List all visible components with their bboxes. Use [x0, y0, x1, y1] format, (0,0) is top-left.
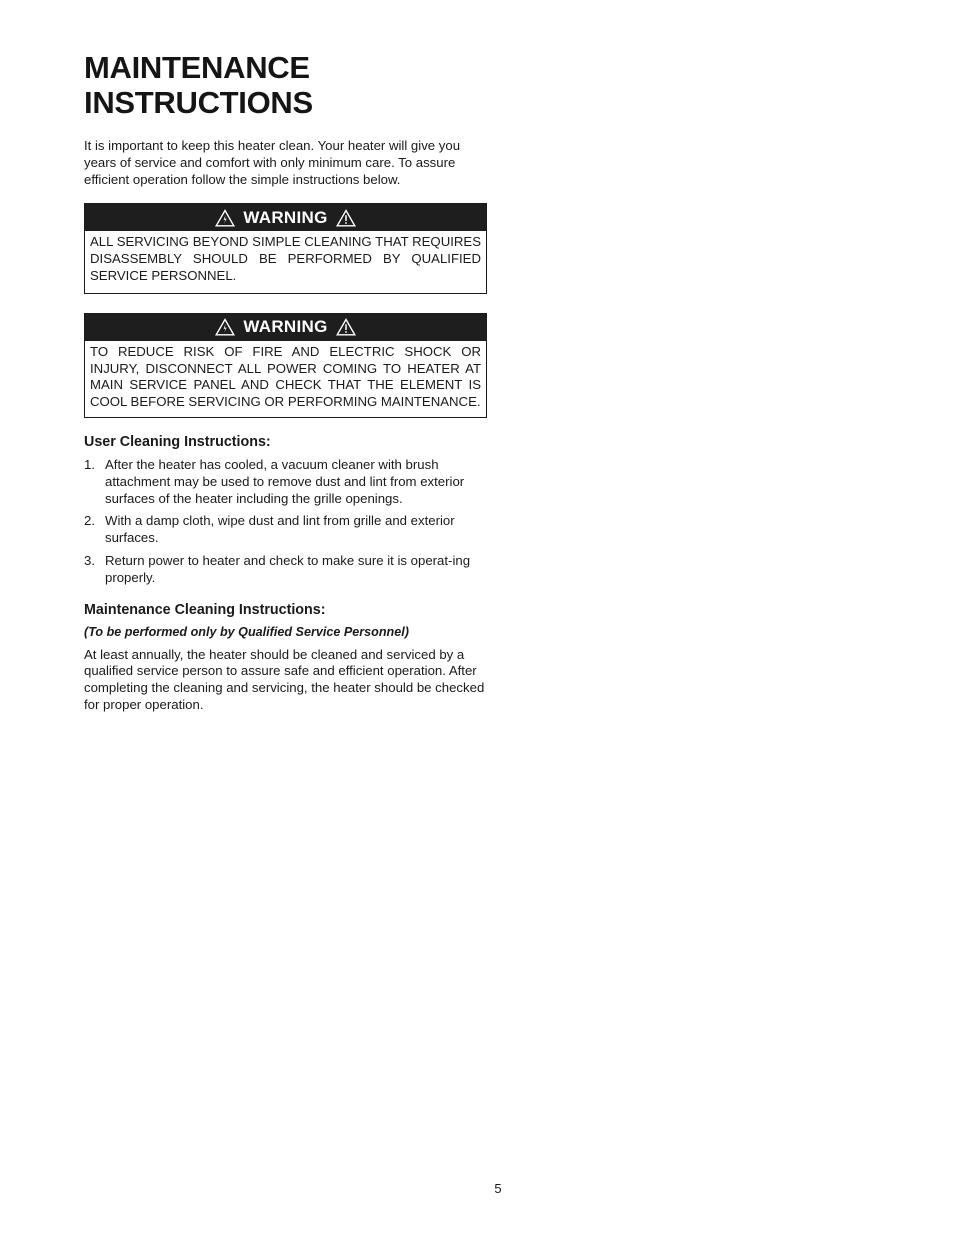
user-cleaning-heading: User Cleaning Instructions: — [84, 433, 271, 450]
maintenance-cleaning-paragraph: At least annually, the heater should be cleaned and serviced by a qualified service person to assure safe and efficient operation. After completing the cleaning and servicing, the heater should be checked for proper operation. — [84, 646, 485, 712]
step-number: 2. — [84, 513, 95, 529]
warning-label: WARNING — [243, 317, 328, 337]
caution-warning-icon — [336, 209, 356, 227]
list-item — [84, 457, 488, 507]
electric-shock-warning-icon — [215, 209, 235, 227]
user-cleaning-steps — [84, 457, 488, 587]
page-title-line-2: INSTRUCTIONS — [84, 85, 313, 120]
page-title-line-1: MAINTENANCE — [84, 50, 310, 85]
warning-header — [85, 314, 486, 341]
maintenance-cleaning-heading: Maintenance Cleaning Instructions: — [84, 601, 326, 618]
step-text: With a damp cloth, wipe dust and lint from grille and exterior surfaces. — [105, 513, 455, 546]
step-number: 1. — [84, 456, 95, 472]
list-item — [84, 553, 488, 587]
qualified-personnel-note: (To be performed only by Qualified Service Personnel) — [84, 624, 409, 639]
page-title — [84, 50, 488, 120]
list-item — [84, 513, 488, 547]
warning-header — [85, 204, 486, 231]
step-text: After the heater has cooled, a vacuum cleaner with brush attachment may be used to remove dust and lint from exterior surfaces of the heater including the grille openings. — [105, 456, 465, 506]
step-number: 3. — [84, 552, 95, 568]
step-text: Return power to heater and check to make sure it is operat-ing properly. — [105, 552, 471, 585]
electric-shock-warning-icon — [215, 318, 235, 336]
warning-label: WARNING — [243, 207, 328, 227]
page-number: 5 — [494, 1181, 502, 1196]
page-content — [84, 50, 488, 714]
warning-box-servicing — [84, 203, 487, 293]
warning-box-fire-shock — [84, 313, 487, 418]
intro-paragraph: It is important to keep this heater clean. Your heater will give you years of service and comfort with only minimum care. To assure efficient operation follow the simple instructions below. — [84, 138, 461, 187]
caution-warning-icon — [336, 318, 356, 336]
warning-text: TO REDUCE RISK OF FIRE AND ELECTRIC SHOCK OR INJURY, DISCONNECT ALL POWER COMING TO HEATER AT MAIN SERVICE PANEL AND CHECK THAT THE ELEMENT IS COOL BEFORE SERVICING OR PERFORMING MAINTENANCE. — [90, 343, 481, 410]
warning-text: ALL SERVICING BEYOND SIMPLE CLEANING THAT REQUIRES DISASSEMBLY SHOULD BE PERFORMED BY QUALIFIED SERVICE PERSONNEL. — [90, 234, 481, 283]
